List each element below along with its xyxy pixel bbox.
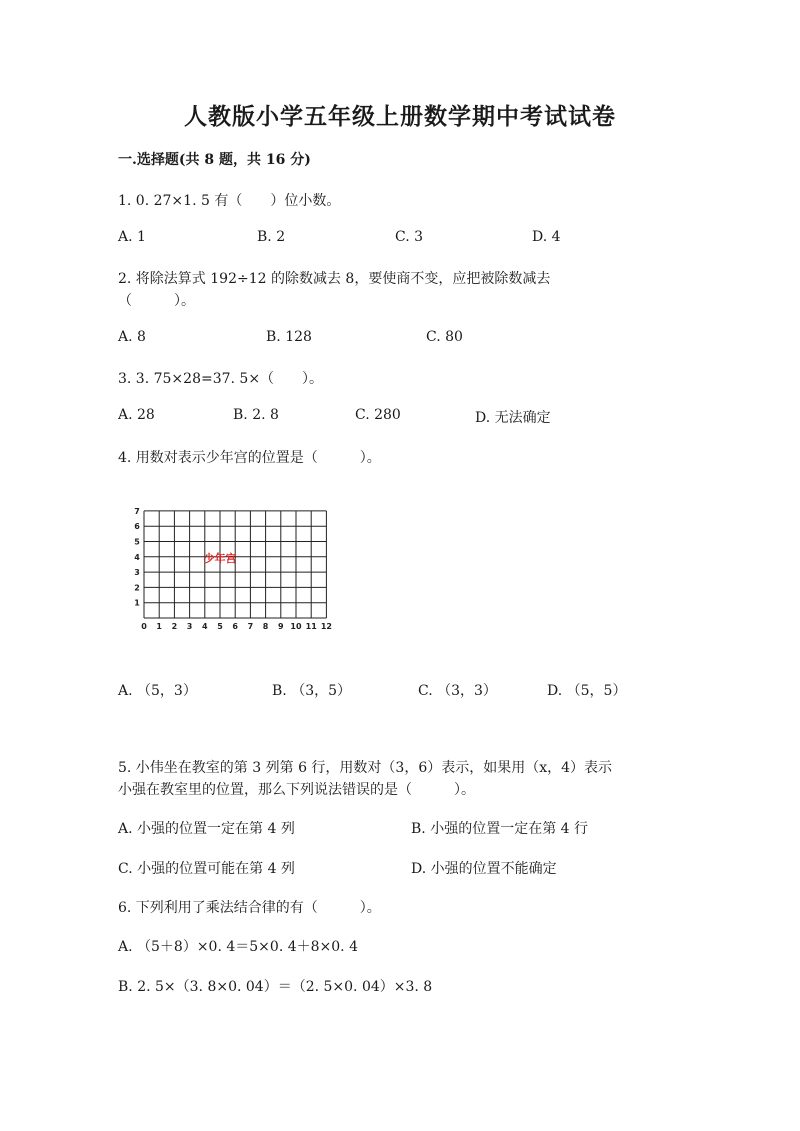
y-tick-label: 7 [134, 506, 140, 516]
y-tick-label: 4 [134, 552, 140, 562]
q3-option-c: C. 280 [355, 407, 401, 423]
x-tick-label: 7 [247, 622, 254, 631]
q2-option-c: C. 80 [426, 329, 463, 345]
x-tick-label: 5 [217, 622, 223, 631]
y-tick-label: 5 [134, 537, 140, 547]
q5-option-c: C. 小强的位置可能在第 4 列 [118, 861, 295, 877]
question-3-text: 3. 3. 75×28=37. 5×（ ）。 [118, 371, 324, 387]
q4-option-b: B. （3，5） [272, 683, 352, 699]
question-5-text-cont: 小强在教室里的位置，那么下列说法错误的是（ ）。 [118, 782, 475, 798]
q5-option-a: A. 小强的位置一定在第 4 列 [118, 821, 295, 837]
q3-option-b: B. 2. 8 [233, 407, 279, 423]
x-tick-label: 3 [186, 622, 193, 631]
question-6-text: 6. 下列利用了乘法结合律的有（ ）。 [118, 900, 381, 916]
q3-option-d: D. 无法确定 [475, 410, 551, 426]
y-tick-label: 2 [134, 583, 140, 593]
y-tick-label: 1 [134, 598, 140, 608]
place-label-youth-palace: 少年宫 [203, 551, 237, 565]
x-tick-label: 11 [305, 622, 317, 631]
question-5-text: 5. 小伟坐在教室的第 3 列第 6 行，用数对（3，6）表示，如果用（x，4）表示 [118, 760, 613, 776]
q6-option-a: A. （5＋8）×0. 4＝5×0. 4＋8×0. 4 [118, 939, 358, 955]
x-tick-label: 9 [278, 622, 284, 631]
x-tick-label: 10 [290, 622, 302, 631]
section-heading: 一.选择题(共 8 题，共 16 分) [118, 152, 311, 168]
q1-option-a: A. 1 [118, 229, 146, 245]
question-2-text-cont: （ ）。 [118, 293, 195, 309]
y-tick-label: 3 [134, 568, 140, 578]
x-tick-label: 0 [141, 622, 147, 631]
x-tick-label: 4 [202, 622, 208, 631]
x-tick-label: 2 [171, 622, 178, 631]
q3-option-a: A. 28 [118, 407, 155, 423]
question-1-text: 1. 0. 27×1. 5 有（ ）位小数。 [118, 193, 341, 209]
q6-option-b: B. 2. 5×（3. 8×0. 04）＝（2. 5×0. 04）×3. 8 [118, 979, 433, 995]
q2-option-a: A. 8 [118, 329, 146, 345]
y-tick-label: 6 [134, 522, 140, 532]
q4-option-c: C. （3，3） [418, 683, 497, 699]
q1-option-c: C. 3 [395, 229, 424, 245]
x-tick-label: 8 [262, 622, 269, 631]
q2-option-b: B. 128 [266, 329, 312, 345]
q1-option-b: B. 2 [257, 229, 286, 245]
question-2-text: 2. 将除法算式 192÷12 的除数减去 8，要使商不变，应把被除数减去 [118, 271, 551, 287]
x-tick-label: 6 [232, 622, 238, 631]
q4-option-d: D. （5，5） [547, 683, 627, 699]
question-4-text: 4. 用数对表示少年宫的位置是（ ）。 [118, 450, 381, 466]
x-tick-label: 12 [320, 622, 332, 631]
q5-option-d: D. 小强的位置不能确定 [411, 861, 557, 877]
q4-option-a: A. （5，3） [118, 683, 197, 699]
q1-option-d: D. 4 [532, 229, 561, 245]
exam-title: 人教版小学五年级上册数学期中考试试卷 [184, 103, 616, 130]
x-tick-label: 1 [156, 622, 162, 631]
coordinate-grid-figure [124, 500, 339, 635]
q5-option-b: B. 小强的位置一定在第 4 行 [411, 821, 588, 837]
